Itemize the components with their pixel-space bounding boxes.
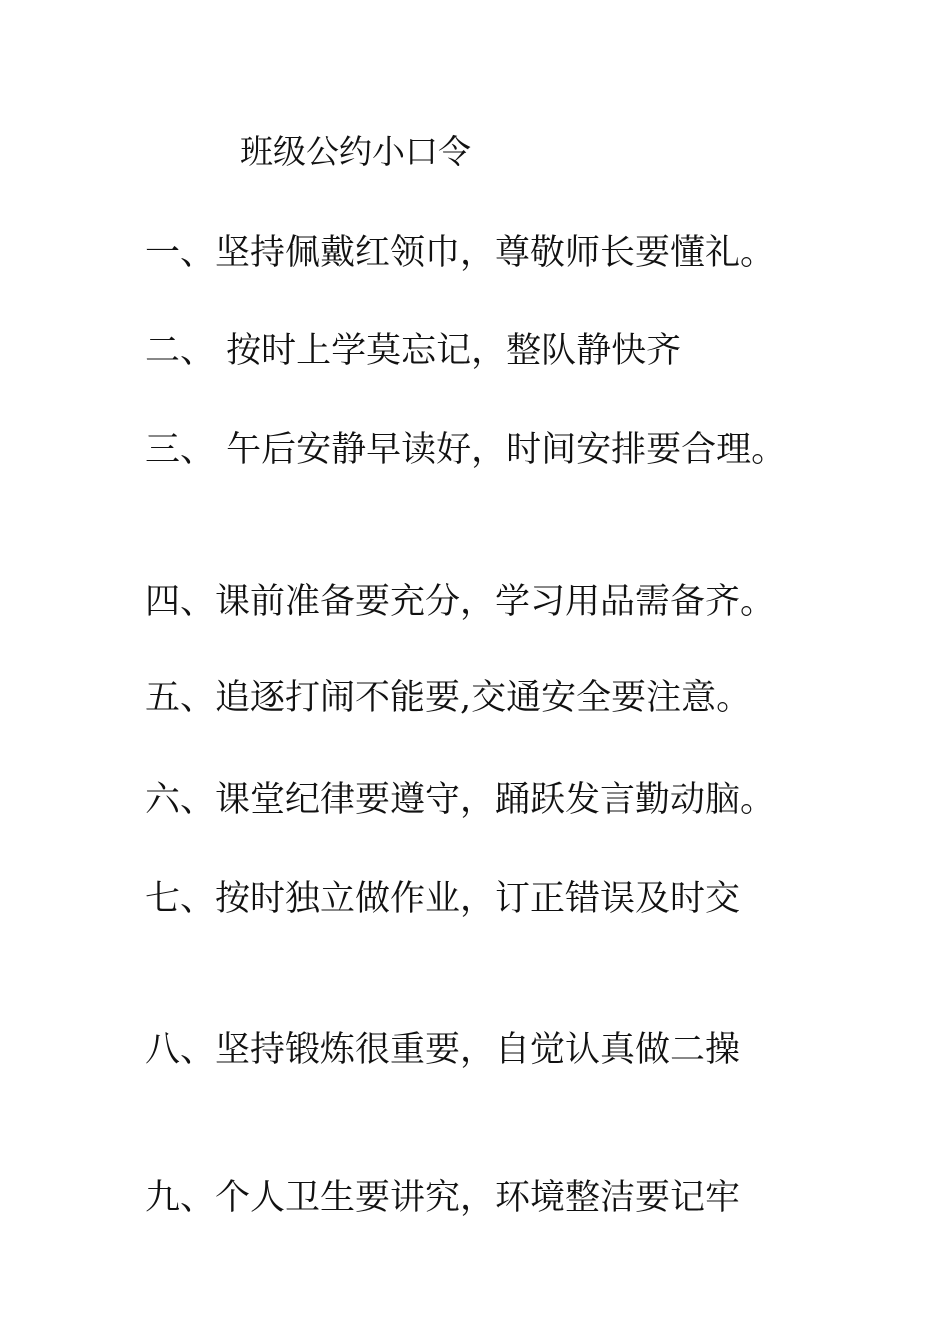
rule-line-3: 三、 午后安静早读好，时间安排要合理。 bbox=[145, 430, 787, 470]
rule-line-7: 七、按时独立做作业，订正错误及时交 bbox=[145, 879, 741, 919]
rule-line-8: 八、坚持锻炼很重要，自觉认真做二操 bbox=[145, 1030, 741, 1070]
rule-line-6: 六、课堂纪律要遵守，踊跃发言勤动脑。 bbox=[145, 780, 776, 820]
rule-line-5: 五、追逐打闹不能要,交通安全要注意。 bbox=[145, 678, 752, 718]
rule-line-2: 二、 按时上学莫忘记，整队静快齐 bbox=[145, 331, 682, 371]
page-title: 班级公约小口令 bbox=[240, 132, 471, 171]
rule-line-4: 四、课前准备要充分，学习用品需备齐。 bbox=[145, 582, 776, 622]
rule-line-9: 九、个人卫生要讲究，环境整洁要记牢 bbox=[145, 1178, 741, 1218]
rule-line-1: 一、坚持佩戴红领巾，尊敬师长要懂礼。 bbox=[145, 233, 776, 273]
